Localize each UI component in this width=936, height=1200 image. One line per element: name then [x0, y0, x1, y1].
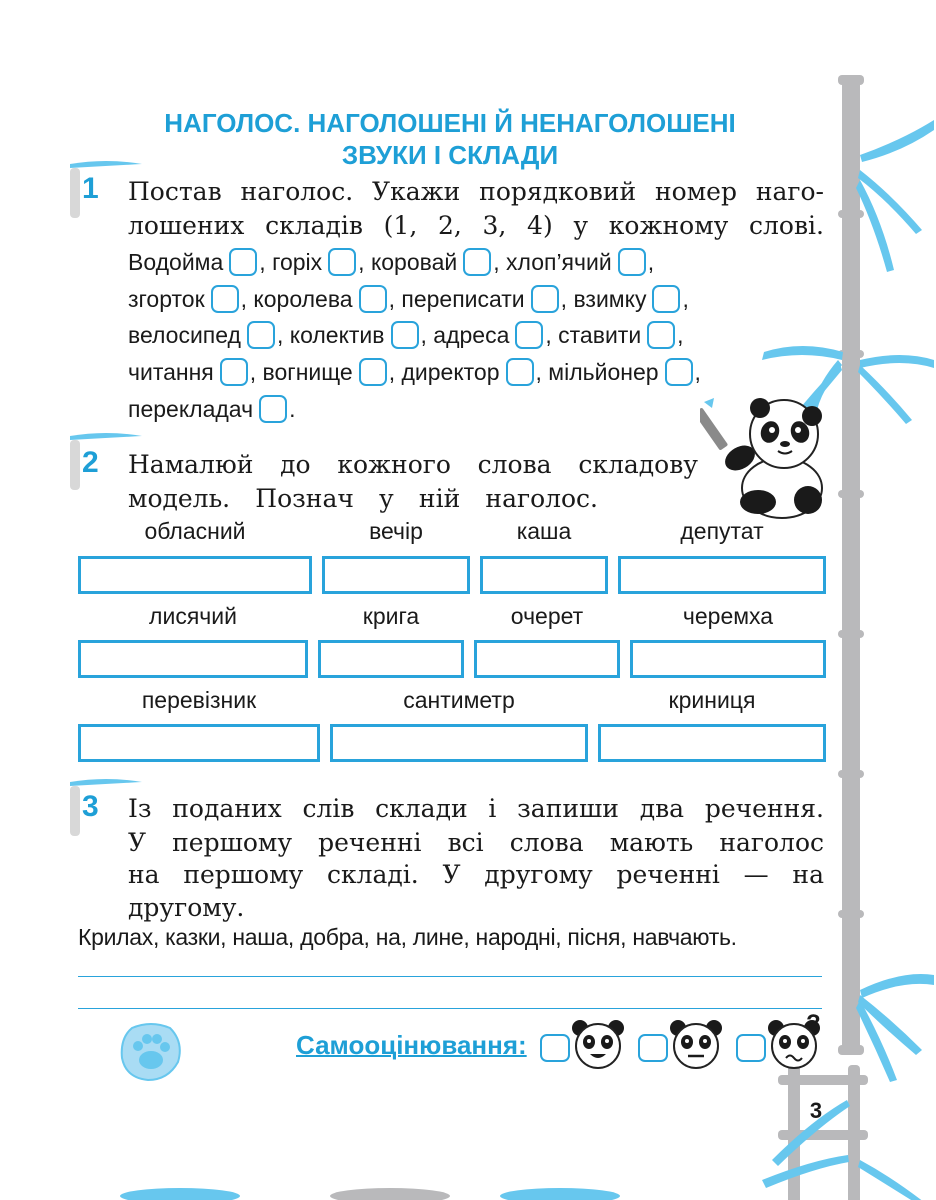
syllable-model-field[interactable] [78, 724, 320, 762]
task-3-line-3: на першому складі. У другому реченні — на [128, 860, 824, 889]
syllable-model-field[interactable] [474, 640, 620, 678]
writing-line[interactable] [78, 1008, 822, 1009]
syllable-model-field[interactable] [318, 640, 464, 678]
answer-box[interactable] [652, 285, 680, 313]
word: горіх [272, 249, 323, 275]
answer-box[interactable] [647, 321, 675, 349]
word: велосипед [128, 322, 241, 348]
task-2-instruction-line-1: Намалюй до кожного слова складову [128, 450, 698, 479]
task-3-line-4: другому. [128, 893, 245, 922]
task-2-instruction-line-2: модель. Познач у ній наголос. [128, 484, 598, 513]
syllable-model-field[interactable] [322, 556, 470, 594]
word: адреса [433, 322, 510, 348]
word: вогнище [262, 359, 353, 385]
answer-box[interactable] [531, 285, 559, 313]
task-3-line-1: Із поданих слів склади і запиши два речення. [128, 794, 824, 823]
answer-box[interactable] [220, 358, 248, 386]
task-1-instruction-line-2: лошених складів (1, 2, 3, 4) у кожному слові. [128, 211, 824, 240]
word-label: очерет [510, 603, 584, 629]
word: Водойма [128, 249, 224, 275]
syllable-model-field[interactable] [78, 556, 312, 594]
word-label: вечір [369, 518, 423, 544]
word: перекладач [128, 396, 254, 422]
answer-box[interactable] [229, 248, 257, 276]
word: мільйонер [548, 359, 659, 385]
task-1-number: 1 [82, 172, 99, 205]
task-3-word-list: Крилах, казки, наша, добра, на, лине, народні, пісня, навчають. [78, 924, 737, 950]
answer-box[interactable] [665, 358, 693, 386]
task-1-word-row-3: велосипед , колектив , адреса , ставити , [128, 322, 684, 348]
answer-box[interactable] [618, 248, 646, 276]
syllable-model-field[interactable] [330, 724, 588, 762]
task-1-instruction-line-1: Постав наголос. Укажи порядковий номер наго- [128, 177, 824, 206]
word: колектив [289, 322, 385, 348]
word: згорток [128, 286, 205, 312]
task-1-word-row-4: читання , вогнище , директор , мільйонер , [128, 359, 701, 385]
syllable-model-field[interactable] [480, 556, 608, 594]
panda-face-icon [570, 1018, 626, 1070]
word-label: крига [362, 603, 420, 629]
word: королева [253, 286, 353, 312]
answer-box[interactable] [463, 248, 491, 276]
syllable-model-field[interactable] [630, 640, 826, 678]
word: хлоп’ячий [506, 249, 612, 275]
word-label: каша [516, 518, 572, 544]
syllable-model-field[interactable] [598, 724, 826, 762]
answer-box[interactable] [259, 395, 287, 423]
paw-icon [118, 1022, 184, 1082]
word-label: лисячий [149, 603, 237, 629]
answer-box[interactable] [359, 285, 387, 313]
word: читання [128, 359, 214, 385]
task-3-line-2: У першому реченні всі слова мають наголос [128, 828, 824, 857]
word: переписати [401, 286, 525, 312]
word-label: черемха [682, 603, 774, 629]
question-mark: ? [806, 1010, 821, 1037]
self-assessment-label: Самооцінювання: [296, 1030, 527, 1060]
title-line-1: НАГОЛОС. НАГОЛОШЕНІ Й НЕНАГОЛОШЕНІ [164, 108, 736, 138]
answer-box[interactable] [359, 358, 387, 386]
word: коровай [370, 249, 458, 275]
word: директор [401, 359, 500, 385]
answer-box[interactable] [328, 248, 356, 276]
word: взимку [573, 286, 647, 312]
panda-with-pencil-icon [700, 396, 830, 520]
answer-box[interactable] [391, 321, 419, 349]
task-2-number: 2 [82, 446, 99, 479]
self-assessment-checkbox[interactable] [540, 1034, 570, 1062]
answer-box[interactable] [247, 321, 275, 349]
task-1-word-row-5: перекладач . [128, 396, 296, 422]
leaf-decoration-icon [120, 1180, 640, 1200]
self-assessment-checkbox[interactable] [736, 1034, 766, 1062]
syllable-model-field[interactable] [78, 640, 308, 678]
word-label: сантиметр [403, 687, 515, 713]
answer-box[interactable] [506, 358, 534, 386]
title-line-2: ЗВУКИ І СКЛАДИ [341, 140, 559, 170]
syllable-model-field[interactable] [618, 556, 826, 594]
task-1-word-row-1: Водойма , горіх , коровай , хлоп’ячий , [128, 249, 655, 275]
panda-face-icon [668, 1018, 724, 1070]
word-label: депутат [680, 518, 764, 544]
self-assessment-checkbox[interactable] [638, 1034, 668, 1062]
answer-box[interactable] [211, 285, 239, 313]
task-3-number: 3 [82, 790, 99, 823]
word: ставити [558, 322, 642, 348]
task-1-word-row-2: згорток , королева , переписати , взимку , [128, 286, 689, 312]
page-title [120, 107, 780, 171]
writing-line[interactable] [78, 976, 822, 977]
word-label: обласний [144, 518, 246, 544]
page-number: 3 [809, 1098, 823, 1123]
answer-box[interactable] [515, 321, 543, 349]
word-label: перевізник [141, 687, 257, 713]
word-label: криниця [668, 687, 756, 713]
